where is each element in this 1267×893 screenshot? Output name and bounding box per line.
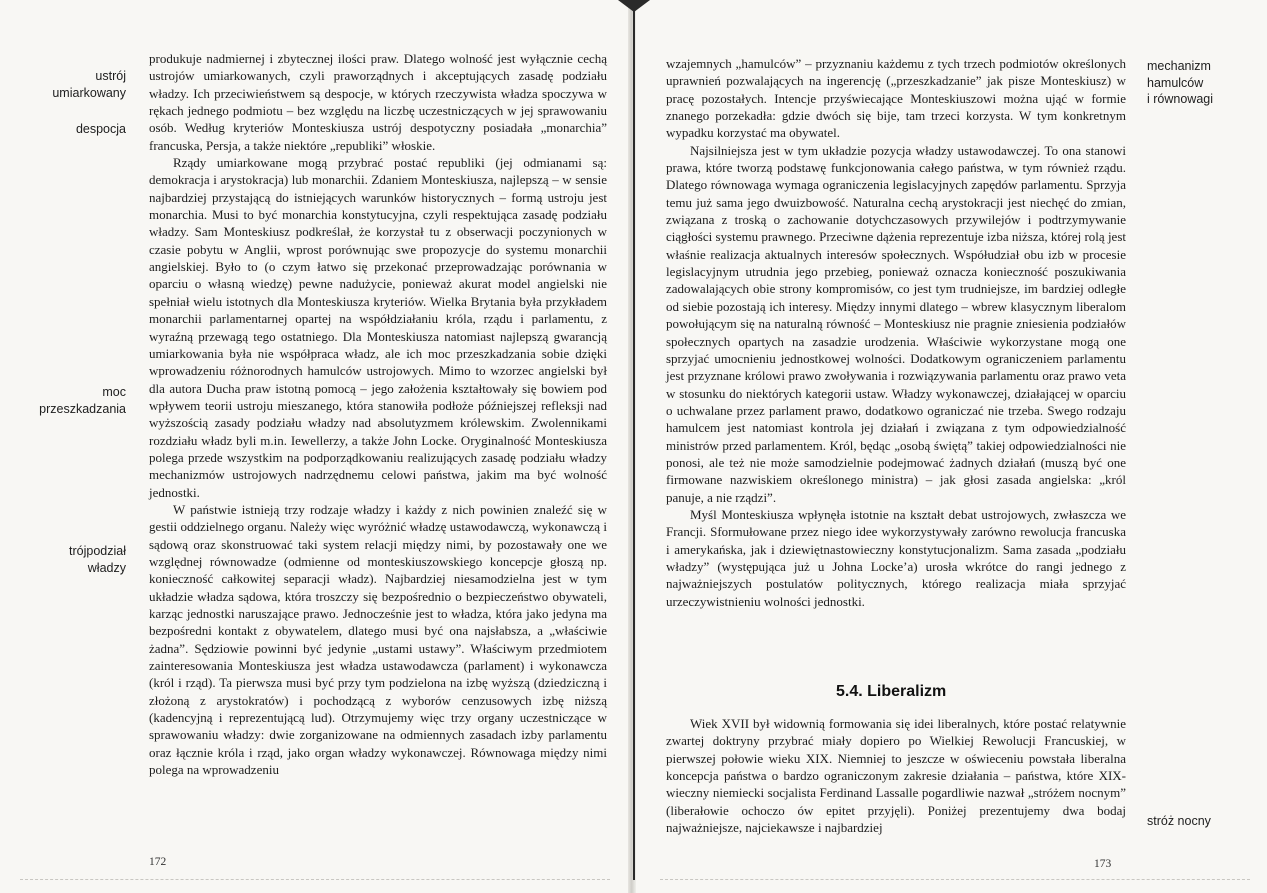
left-paragraph-3: W państwie istnieją trzy rodzaje władzy i każdy z nich powinien znaleźć się w gestii oddzielnego organu. Należy więc wyróżnić władzę ustawodawczą, wykonawczą i sądową oraz skonstruować taki system relacji między nimi, by pozostawały one we względnej równowadze (odmienne od monteskiuszowskiego koncepcje głoszą np. konieczność całkowitej separacji władz). Najbardziej niesamodzielna jest w tym układzie władza sądowa, która troszczy się bezpośrednio o bezpieczeństwo obywateli, karząc jednostki naruszające prawo. Jednocześnie jest to władza, która jako jedyna ma bezpośredni kontakt z obywatelem, dlatego musi być ona najsłabsza, a „właściwie żadna”. Sędziowie powinni być jedynie „ustami ustawy”. Właściwym przedmiotem zainteresowania Monteskiusza jest władza ustawodawcza (parlament) i wykonawcza (król i rząd). Ta pierwsza musi być przy tym podzielona na izbę wyższą (dziedziczną i złożoną z arystokratów) i pochodzącą z wyborów cenzusowych izbę niższą (kadencyjną i reprezentującą lud). Otrzymujemy więc trzy organy uczestniczące w sprawowaniu władzy: dwie zorganizowane na odmiennych zasadach izby parlamentu oraz łącznie króla i rząd, jako organ władzy wykonawczej. Równowaga między nimi polega na wprowadzeniu — [149, 501, 607, 778]
spine-cap — [618, 0, 650, 12]
right-page-text — [666, 55, 1126, 610]
right-paragraph-1: wzajemnych „hamulców” – przyznaniu każdemu z tych trzech podmiotów określonych uprawnień pozwalających na ingerencję („przeszkadzanie” jak pisze Monteskiusz) w pracę pozostałych. Intencje przyświecające Monteskiuszowi można ująć w formie znanego porzekadła: gdzie dwóch się bije, tam trzeci korzysta. W tym konkretnym wypadku korzystać ma obywatel. — [666, 56, 1126, 141]
section-heading: 5.4. Liberalizm — [836, 683, 947, 700]
margin-note-trojpodzial: trójpodział władzy — [69, 544, 126, 575]
right-paragraph-2: Najsilniejsza jest w tym układzie pozycja władzy ustawodawczej. To ona stanowi prawa, które tworzą podstawę funkcjonowania całego państwa, w tym również rządu. Dlatego równowaga wymaga ograniczenia legislacyjnych zapędów parlamentu. Sprzyja temu już sama jego dwuizbowość. Naturalna cechą arystokracji jest niechęć do zmian, związana z troską o zachowanie dotychczasowych przywilejów i podtrzymywanie ciągłości systemu prawnego. Przeciwne dążenia reprezentuje izba niższa, której rolą jest właśnie realizacja aktualnych interesów społecznych. Współudział obu izb w procesie legislacyjnym utrudnia jego przebieg, ponieważ oznacza konieczność poszukiwania zadowalających obie strony kompromisów, co jest tym trudniejsze, im bardziej odległe od siebie pozostają ich interesy. Między innymi dlatego – wbrew klasycznym liberalom powołującym się na naturalną równość – Monteskiusz nie pragnie zniesienia podziałów społecznych opartych na zasadzie urodzenia. Właściwie wykorzystane mogą one sprzyjać umocnieniu jednostkowej wolności. Dodatkowym ograniczeniem parlamentu jest przyznane królowi prawo zwoływania i rozwiązywania parlamentu oraz prawo veta w stosunku do niektórych kategorii ustaw. Władzy wykonawczej, działającej w oparciu o uchwalane przez parlament prawo, dodatkowo ograniczać nie trzeba. Swego rodzaju hamulcem jest natomiast kontrola jej działań i związana z tym odpowiedzialność ministrów przed parlamentem. Król, będąc „osobą świętą” takiej odpowiedzialności nie ponosi, ale też nie może samodzielnie podejmować żadnych działań (muszą być one firmowane nazwiskiem określonego ministra) – jak głosi zasada angielska: „król panuje, a nie rządzi”. — [666, 142, 1126, 505]
margin-note-ustroj: ustrój umiarkowany — [52, 69, 126, 100]
left-paragraph-2: Rządy umiarkowane mogą przybrać postać republiki (jej odmianami są: demokracja i arystokracja) lub monarchii. Zdaniem Monteskiusza, najlepszą – w sensie najbardziej przystającą do istniejących warunków historycznych – formą ustroju jest monarchia. Musi to być monarchia konstytucyjna, czyli respektująca zasadę podziału władzy. Sam Monteskiusz podkreślał, że korzystał tu z obserwacji poczynionych w czasie pobytu w Anglii, wprost porównując swe propozycje do systemu monarchii angielskiej. Było to (o czym łatwo się przekonać przeprowadzając porównania w oparciu o własną wiedzę) pewne nadużycie, ponieważ akurat model angielski nie spełniał wielu istotnych dla Monteskiusza kryteriów. Wielka Brytania była przykładem monarchii parlamentarnej opartej na współdziałaniu króla, rządu i parlamentu, z wyraźną przewagą tego ostatniego. Dla Monteskiusza natomiast najlepszą gwarancją umiarkowania była nie współpraca władz, ale ich moc przeszkadzania sobie dzięki wprowadzeniu różnorodnych hamulców ustrojowych. Mimo to wzorzec angielski był dla autora Ducha praw istotną pomocą – jego założenia kształtowały się bowiem pod wpływem teorii ustroju mieszanego, która stanowiła podłoże późniejszej refleksji nad wyższością zasady podziału władzy nad absolutyzmem królewskim. Zwolennikami rozdziału władz byli m.in. Iewellerzy, a także John Locke. Oryginalność Monteskiusza polega przede wszystkim na podporządkowaniu realizujących zasadę podziału władzy mechanizmów ustrojowych nadrzędnemu celowi państwa, jakim ma być wolność jednostki. — [149, 155, 607, 500]
section-text — [666, 715, 1126, 836]
page-number-left: 172 — [149, 856, 167, 868]
margin-note-moc: moc przeszkadzania — [39, 385, 126, 416]
margin-note-stroz: stróż nocny — [1147, 814, 1211, 828]
bottom-edge-left — [20, 879, 610, 880]
page-number-right: 173 — [1094, 858, 1112, 870]
bottom-edge-right — [660, 879, 1250, 880]
spine-line — [633, 10, 635, 880]
right-paragraph-3: Myśl Monteskiusza wpłynęła istotnie na kształt debat ustrojowych, zwłaszcza we Francji. Sformułowane przez niego idee wykorzystywały zarówno rewolucja francuska i amerykańska, jak i dziewiętnastowieczny konstytucjonalizm. Sama zasada „podziału władzy” (występująca już u Johna Locke’a) urosła wkrótce do rangi jednego z najważniejszych postulatów politycznych, którego realizacja miała sprzyjać urzeczywistnieniu wolności jednostki. — [666, 506, 1126, 609]
margin-note-despocja: despocja — [75, 122, 126, 136]
left-page-text — [149, 50, 607, 778]
margin-note-mechanizm: mechanizm hamulców i równowagi — [1147, 59, 1214, 106]
section-paragraph: Wiek XVII był widownią formowania się idei liberalnych, które postać relatywnie zwartej doktryny przybrać miały dopiero po Wielkiej Rewolucji Francuskiej, w pierwszej połowie wieku XIX. Niemniej to jeszcze w oświeceniu powstała liberalna koncepcja państwa o bardzo ograniczonym zakresie działania – państwa, które XIX-wieczny niemiecki socjalista Ferdinand Lassalle pogardliwie nazwał „stróżem nocnym” (liberałowie ochoczo ów epitet przyjęli). Poniżej prezentujemy dwa bodaj najważniejsze, najciekawsze i najbardziej — [666, 716, 1126, 836]
left-paragraph-1: produkuje nadmiernej i zbytecznej ilości praw. Dlatego wolność jest wyłącznie cechą ustrojów umiarkowanych, czyli praworządnych i akceptujących zasadę podziału władzy. Ich przeciwieństwem są despocje, w których rzeczywista władza spoczywa w rękach jednego podmiotu – bez względu na liczbę uczestniczących w jej sprawowaniu osób. Według kryteriów Monteskiusza ustrój despotyczny posiadała „monarchia” francuska, Persja, a także niektóre „republiki” włoskie. — [149, 51, 607, 153]
